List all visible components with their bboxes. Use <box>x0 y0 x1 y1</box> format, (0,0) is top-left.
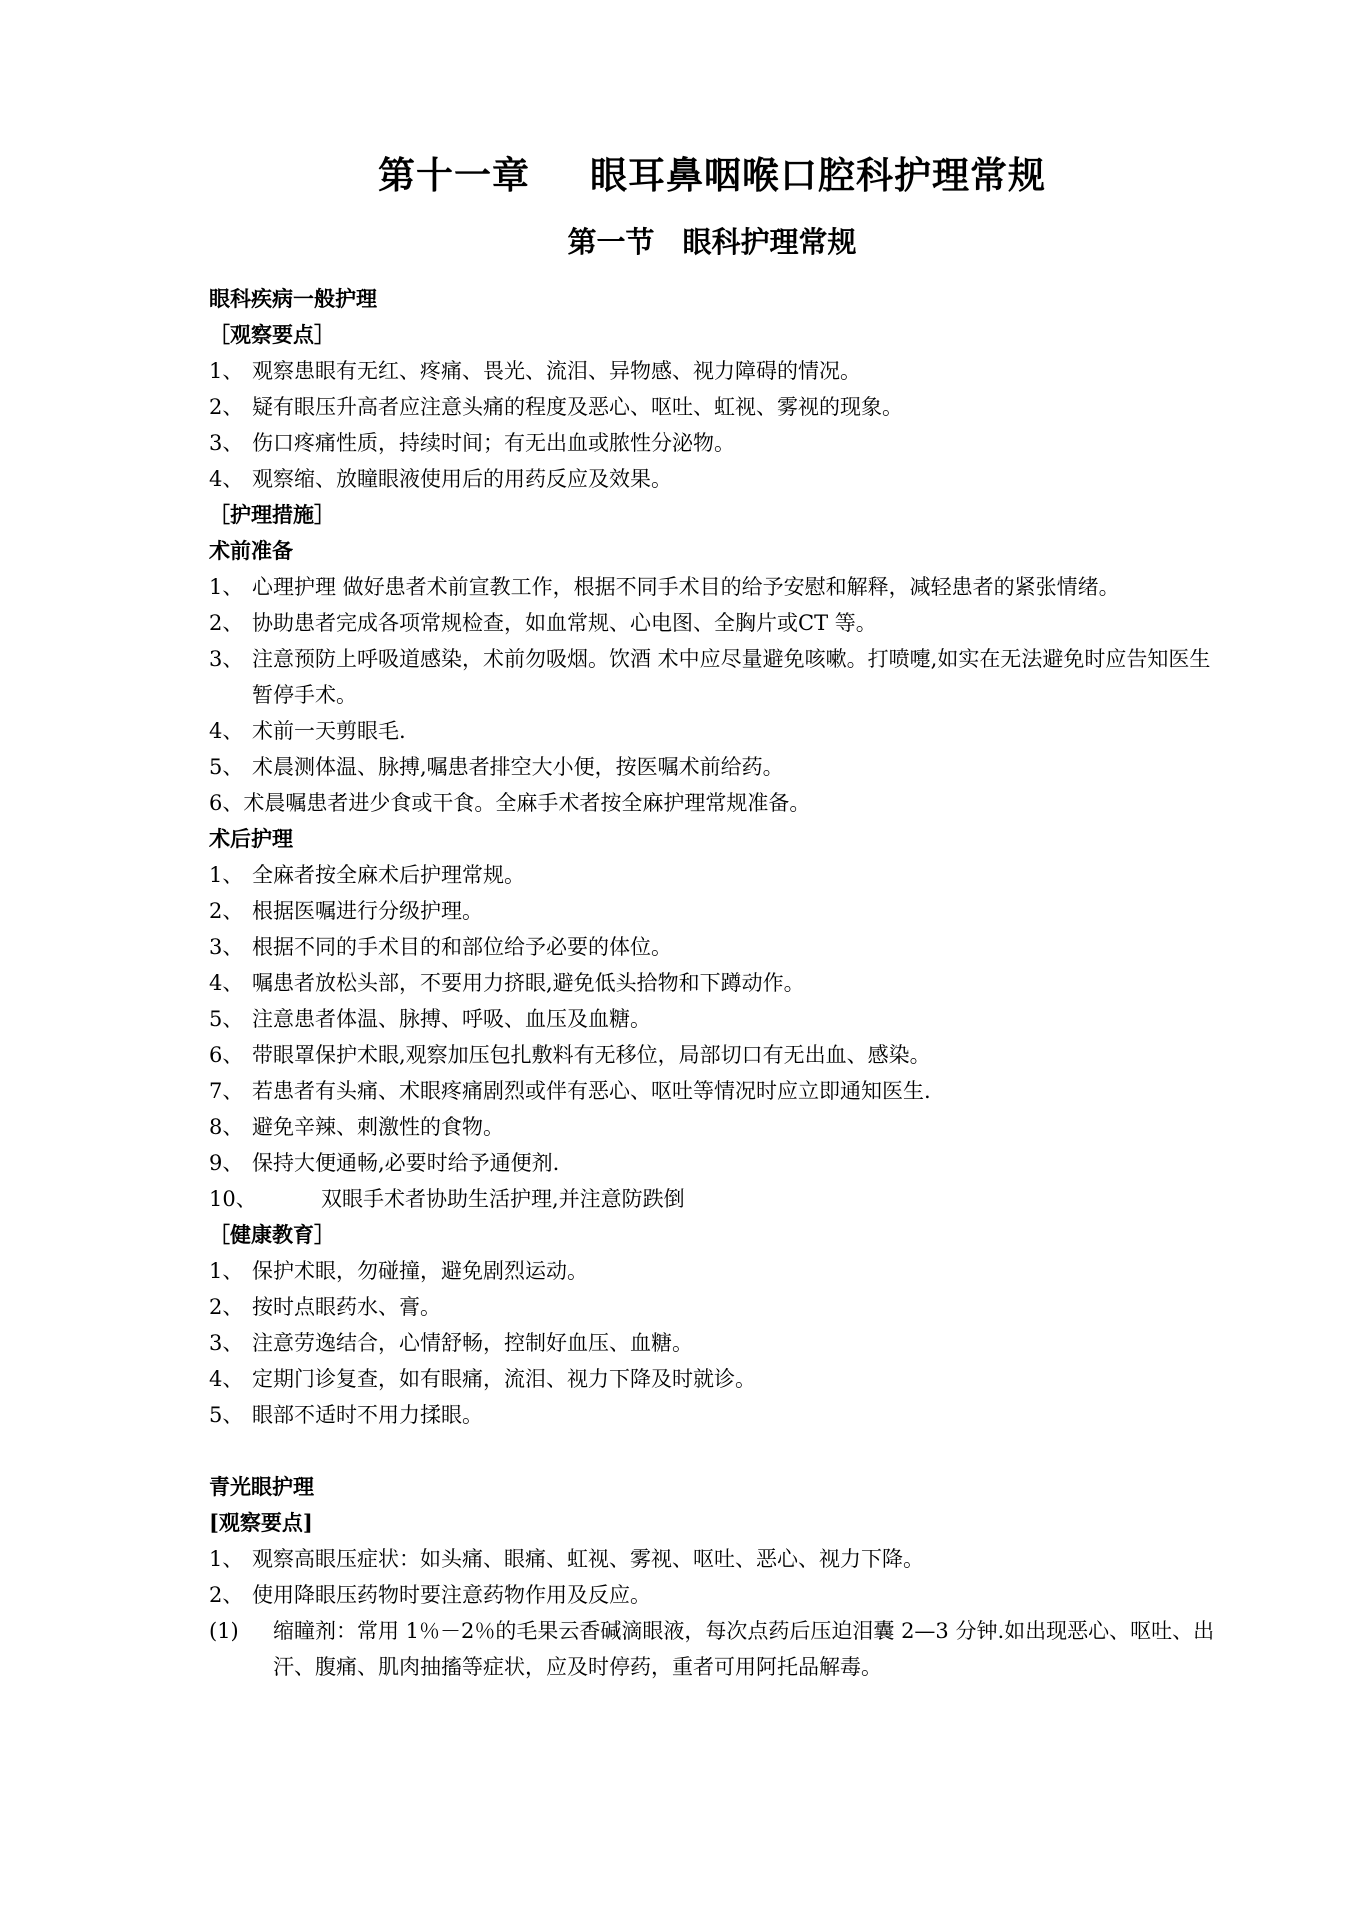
list-item-text: 按时点眼药水、膏。 <box>252 1295 441 1319</box>
list-item-number: 4、 <box>209 1367 244 1391</box>
list-item <box>209 1289 1215 1325</box>
list-item-text: 注意劳逸结合，心情舒畅，控制好血压、血糖。 <box>252 1331 693 1355</box>
list-item-text: 协助患者完成各项常规检查，如血常规、心电图、全胸片或CT 等。 <box>252 611 877 635</box>
glaucoma-heading: 青光眼护理 <box>209 1474 314 1499</box>
list-item-number: 3、 <box>209 431 244 455</box>
list-item <box>209 389 1215 425</box>
list-item-number: 1、 <box>209 1547 244 1571</box>
list-item-number: 4、 <box>209 719 244 743</box>
list-item-number: 2、 <box>209 395 244 419</box>
list-item-number: 5、 <box>209 1403 244 1427</box>
list-item <box>209 1001 1215 1037</box>
list-item-text: 观察高眼压症状：如头痛、眼痛、虹视、雾视、呕吐、恶心、视力下降。 <box>252 1547 924 1571</box>
list-item-text: 定期门诊复查，如有眼痛，流泪、视力下降及时就诊。 <box>252 1367 756 1391</box>
observation-list <box>209 353 1215 497</box>
paragraph-spacer <box>209 1433 1215 1469</box>
list-item-number: 10、 <box>209 1187 257 1211</box>
list-item-number: 3、 <box>209 935 244 959</box>
sub-item-text: 缩瞳剂：常用 1％－2％的毛果云香碱滴眼液，每次点药后压迫泪囊 2—3 分钟.如出现恶心、呕吐、出汗、腹痛、肌肉抽搐等症状，应及时停药，重者可用阿托品解毒。 <box>273 1619 1215 1679</box>
list-item-number: 4、 <box>209 467 244 491</box>
chapter-number: 第十一章 <box>378 153 530 197</box>
list-item-number: 2、 <box>209 899 244 923</box>
list-item-text: 术晨测体温、脉搏,嘱患者排空大小便，按医嘱术前给药。 <box>252 755 784 779</box>
preop-list <box>209 569 1215 785</box>
list-item <box>209 713 1215 749</box>
list-item-text: 疑有眼压升高者应注意头痛的程度及恶心、呕吐、虹视、雾视的现象。 <box>252 395 903 419</box>
postop-heading: 术后护理 <box>209 826 293 851</box>
list-item-number: 1、 <box>209 575 244 599</box>
list-item <box>209 929 1215 965</box>
list-item-number: 9、 <box>209 1151 244 1175</box>
glaucoma-observation-heading: [观察要点] <box>209 1510 313 1535</box>
list-item-number: 2、 <box>209 1295 244 1319</box>
measures-heading: ［护理措施］ <box>209 502 335 527</box>
list-item-text: 眼部不适时不用力揉眼。 <box>252 1403 483 1427</box>
observation-heading: ［观察要点］ <box>209 322 335 347</box>
sub-item-number: (1) <box>209 1619 239 1643</box>
list-item-number: 1、 <box>209 359 244 383</box>
list-item-text: 若患者有头痛、术眼疼痛剧烈或伴有恶心、呕吐等情况时应立即通知医生. <box>252 1079 931 1103</box>
postop-item-10 <box>209 1181 1215 1217</box>
list-item <box>209 641 1215 713</box>
list-item-text: 带眼罩保护术眼,观察加压包扎敷料有无移位，局部切口有无出血、感染。 <box>252 1043 931 1067</box>
list-item <box>209 1073 1215 1109</box>
list-item <box>209 425 1215 461</box>
list-item <box>209 605 1215 641</box>
list-item <box>209 1361 1215 1397</box>
list-item-text: 根据医嘱进行分级护理。 <box>252 899 483 923</box>
list-item-text: 观察患眼有无红、疼痛、畏光、流泪、异物感、视力障碍的情况。 <box>252 359 861 383</box>
chapter-name: 眼耳鼻咽喉口腔科护理常规 <box>590 153 1046 197</box>
section-title <box>209 217 1215 267</box>
list-item-number: 1、 <box>209 1259 244 1283</box>
list-item-number: 2、 <box>209 611 244 635</box>
chapter-title <box>209 145 1215 205</box>
list-item <box>209 1109 1215 1145</box>
list-item <box>209 1325 1215 1361</box>
list-item-number: 8、 <box>209 1115 244 1139</box>
list-item <box>209 749 1215 785</box>
list-item <box>209 857 1215 893</box>
list-item-number: 2、 <box>209 1583 244 1607</box>
section-name: 眼科护理常规 <box>682 225 857 259</box>
section-number: 第一节 <box>567 225 655 259</box>
list-item-number: 1、 <box>209 863 244 887</box>
education-list <box>209 1253 1215 1433</box>
list-item-text: 避免辛辣、刺激性的食物。 <box>252 1115 504 1139</box>
list-item-number: 7、 <box>209 1079 244 1103</box>
list-item-number: 4、 <box>209 971 244 995</box>
glaucoma-sub-item <box>209 1613 1215 1685</box>
list-item-text: 使用降眼压药物时要注意药物作用及反应。 <box>252 1583 651 1607</box>
list-item-text: 伤口疼痛性质，持续时间；有无出血或脓性分泌物。 <box>252 431 735 455</box>
glaucoma-observation-list <box>209 1541 1215 1613</box>
list-item <box>209 461 1215 497</box>
list-item-text: 心理护理 做好患者术前宣教工作，根据不同手术目的给予安慰和解释，减轻患者的紧张情绪。 <box>252 575 1120 599</box>
list-item-text: 双眼手术者协助生活护理,并注意防跌倒 <box>321 1187 685 1211</box>
postop-list <box>209 857 1215 1181</box>
preop-item-6: 6、术晨嘱患者进少食或干食。全麻手术者按全麻护理常规准备。 <box>209 791 811 815</box>
list-item <box>209 1577 1215 1613</box>
list-item-text: 保持大便通畅,必要时给予通便剂. <box>252 1151 560 1175</box>
general-care-heading: 眼科疾病一般护理 <box>209 286 377 311</box>
list-item-text: 注意预防上呼吸道感染，术前勿吸烟。饮酒 术中应尽量避免咳嗽。打喷嚏,如实在无法避免时应告知医生暂停手术。 <box>252 647 1211 707</box>
list-item-number: 5、 <box>209 755 244 779</box>
list-item-text: 术前一天剪眼毛. <box>252 719 406 743</box>
list-item-number: 5、 <box>209 1007 244 1031</box>
list-item <box>209 893 1215 929</box>
education-heading: ［健康教育］ <box>209 1222 335 1247</box>
list-item <box>209 353 1215 389</box>
list-item-number: 3、 <box>209 1331 244 1355</box>
preop-heading: 术前准备 <box>209 538 293 563</box>
list-item <box>209 1397 1215 1433</box>
list-item-number: 3、 <box>209 647 244 671</box>
list-item-text: 嘱患者放松头部，不要用力挤眼,避免低头拾物和下蹲动作。 <box>252 971 805 995</box>
list-item-text: 全麻者按全麻术后护理常规。 <box>252 863 525 887</box>
list-item-number: 6、 <box>209 1043 244 1067</box>
list-item-text: 根据不同的手术目的和部位给予必要的体位。 <box>252 935 672 959</box>
list-item <box>209 1253 1215 1289</box>
list-item <box>209 965 1215 1001</box>
list-item-text: 注意患者体温、脉搏、呼吸、血压及血糖。 <box>252 1007 651 1031</box>
list-item-text: 观察缩、放瞳眼液使用后的用药反应及效果。 <box>252 467 672 491</box>
list-item <box>209 569 1215 605</box>
list-item <box>209 1145 1215 1181</box>
list-item <box>209 1037 1215 1073</box>
list-item-text: 保护术眼，勿碰撞，避免剧烈运动。 <box>252 1259 588 1283</box>
list-item <box>209 1541 1215 1577</box>
